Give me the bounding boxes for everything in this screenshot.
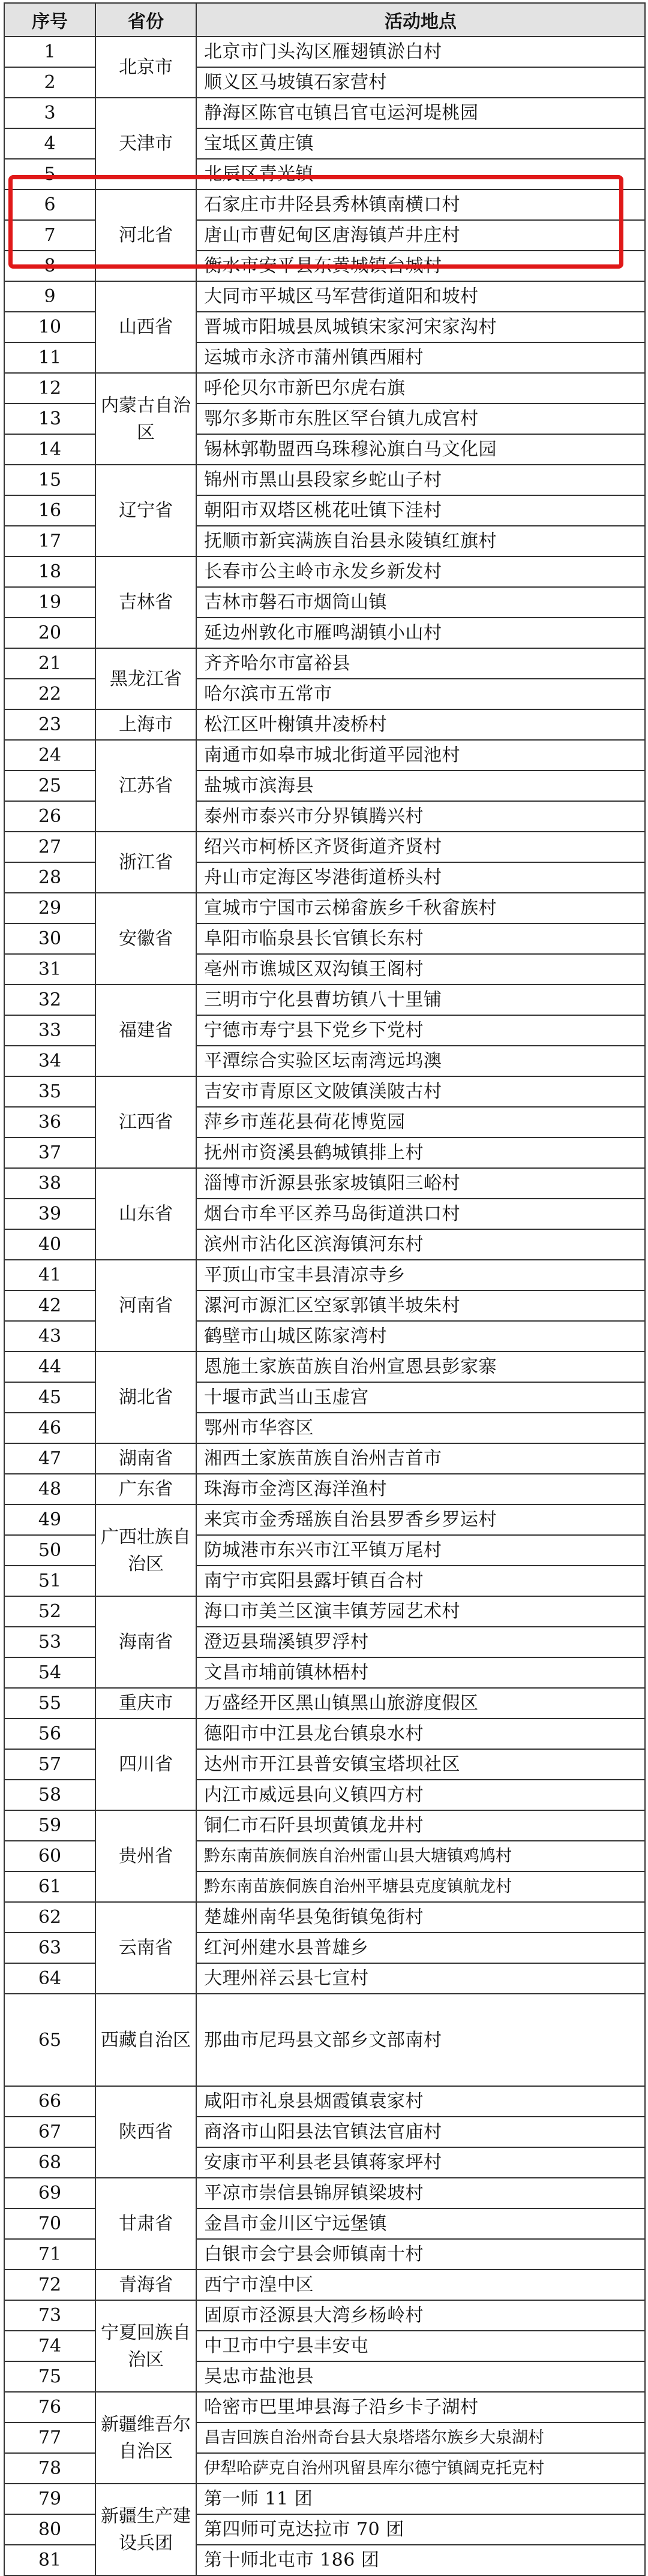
- location-cell: 铜仁市石阡县坝黄镇龙井村: [196, 1810, 645, 1841]
- location-cell: 金昌市金川区宁远堡镇: [196, 2208, 645, 2239]
- location-cell: 商洛市山阳县法官镇法官庙村: [196, 2117, 645, 2147]
- table-row: [4, 893, 645, 923]
- table-row: [4, 281, 645, 312]
- row-index-cell: 33: [4, 1015, 95, 1046]
- location-cell: 恩施土家族苗族自治州宣恩县彭家寨: [196, 1352, 645, 1382]
- province-cell: 上海市: [95, 709, 196, 740]
- province-cell: 宁夏回族自治区: [95, 2300, 196, 2392]
- location-cell: 抚州市资溪县鹤城镇排上村: [196, 1137, 645, 1168]
- row-index-cell: 29: [4, 893, 95, 923]
- row-index-cell: 4: [4, 128, 95, 159]
- table-row: [4, 1076, 645, 1107]
- location-cell: 静海区陈官屯镇吕官屯运河堤桃园: [196, 98, 645, 128]
- row-index-cell: 47: [4, 1443, 95, 1474]
- province-cell: 内蒙古自治区: [95, 373, 196, 465]
- location-cell: 达州市开江县普安镇宝塔坝社区: [196, 1749, 645, 1780]
- location-cell: 固原市泾源县大湾乡杨岭村: [196, 2300, 645, 2331]
- province-cell: 新疆维吾尔自治区: [95, 2392, 196, 2484]
- province-cell: 浙江省: [95, 832, 196, 893]
- row-index-cell: 8: [4, 251, 95, 281]
- row-index-cell: 78: [4, 2453, 95, 2484]
- location-cell: 来宾市金秀瑶族自治县罗香乡罗运村: [196, 1504, 645, 1535]
- row-index-cell: 5: [4, 159, 95, 189]
- location-cell: 德阳市中江县龙台镇泉水村: [196, 1719, 645, 1749]
- table-row: [4, 1596, 645, 1627]
- province-cell: 新疆生产建设兵团: [95, 2484, 196, 2575]
- location-cell: 哈尔滨市五常市: [196, 679, 645, 709]
- row-index-cell: 77: [4, 2422, 95, 2453]
- table-body: [4, 37, 645, 2575]
- province-cell: 安徽省: [95, 893, 196, 985]
- location-cell: 澄迈县瑞溪镇罗浮村: [196, 1627, 645, 1657]
- province-cell: 四川省: [95, 1719, 196, 1810]
- row-index-cell: 64: [4, 1963, 95, 1994]
- row-index-cell: 42: [4, 1290, 95, 1321]
- location-cell: 萍乡市莲花县荷花博览园: [196, 1107, 645, 1137]
- table-row: [4, 2484, 645, 2514]
- row-index-cell: 37: [4, 1137, 95, 1168]
- location-cell: 内江市威远县向义镇四方村: [196, 1780, 645, 1810]
- location-cell: 防城港市东兴市江平镇万尾村: [196, 1535, 645, 1566]
- table-row: [4, 1260, 645, 1290]
- location-cell: 衡水市安平县东黄城镇台城村: [196, 251, 645, 281]
- table-row: [4, 373, 645, 404]
- row-index-cell: 38: [4, 1168, 95, 1199]
- row-index-cell: 57: [4, 1749, 95, 1780]
- location-cell: 鹤壁市山城区陈家湾村: [196, 1321, 645, 1352]
- province-cell: 陕西省: [95, 2086, 196, 2178]
- row-index-cell: 52: [4, 1596, 95, 1627]
- location-cell: 第一师 11 团: [196, 2484, 645, 2514]
- row-index-cell: 21: [4, 648, 95, 679]
- province-cell: 西藏自治区: [95, 1994, 196, 2086]
- province-cell: 广西壮族自治区: [95, 1504, 196, 1596]
- province-cell: 山东省: [95, 1168, 196, 1260]
- row-index-cell: 50: [4, 1535, 95, 1566]
- province-cell: 云南省: [95, 1902, 196, 1994]
- table-header-row: [4, 3, 645, 37]
- header-index: 序号: [4, 3, 95, 37]
- row-index-cell: 32: [4, 985, 95, 1015]
- province-cell: 山西省: [95, 281, 196, 373]
- row-index-cell: 46: [4, 1413, 95, 1443]
- activity-location-table: [4, 2, 646, 2576]
- location-cell: 哈密市巴里坤县海子沿乡卡子湖村: [196, 2392, 645, 2422]
- table-row: [4, 1504, 645, 1535]
- location-cell: 松江区叶榭镇井凌桥村: [196, 709, 645, 740]
- location-cell: 泰州市泰兴市分界镇腾兴村: [196, 801, 645, 832]
- row-index-cell: 28: [4, 862, 95, 893]
- row-index-cell: 27: [4, 832, 95, 862]
- row-index-cell: 81: [4, 2545, 95, 2575]
- province-cell: 辽宁省: [95, 465, 196, 556]
- location-cell: 吉林市磐石市烟筒山镇: [196, 587, 645, 618]
- row-index-cell: 41: [4, 1260, 95, 1290]
- location-cell: 中卫市中宁县丰安屯: [196, 2331, 645, 2361]
- table-row: [4, 985, 645, 1015]
- row-index-cell: 30: [4, 923, 95, 954]
- row-index-cell: 23: [4, 709, 95, 740]
- table-row: [4, 1810, 645, 1841]
- row-index-cell: 65: [4, 1994, 95, 2086]
- table-row: [4, 2178, 645, 2208]
- location-cell: 大理州祥云县七宣村: [196, 1963, 645, 1994]
- table-row: [4, 1474, 645, 1504]
- row-index-cell: 36: [4, 1107, 95, 1137]
- table-row: [4, 832, 645, 862]
- province-cell: 青海省: [95, 2270, 196, 2300]
- row-index-cell: 1: [4, 37, 95, 67]
- location-cell: 延边州敦化市雁鸣湖镇小山村: [196, 618, 645, 648]
- province-cell: 海南省: [95, 1596, 196, 1688]
- location-cell: 唐山市曹妃甸区唐海镇芦井庄村: [196, 220, 645, 251]
- row-index-cell: 39: [4, 1199, 95, 1229]
- province-cell: 黑龙江省: [95, 648, 196, 709]
- location-cell: 烟台市牟平区养马岛街道洪口村: [196, 1199, 645, 1229]
- province-cell: 北京市: [95, 37, 196, 98]
- location-cell: 第四师可克达拉市 70 团: [196, 2514, 645, 2545]
- row-index-cell: 3: [4, 98, 95, 128]
- row-index-cell: 74: [4, 2331, 95, 2361]
- province-cell: 河南省: [95, 1260, 196, 1352]
- row-index-cell: 10: [4, 312, 95, 342]
- row-index-cell: 80: [4, 2514, 95, 2545]
- row-index-cell: 69: [4, 2178, 95, 2208]
- location-cell: 北京市门头沟区雁翅镇淤白村: [196, 37, 645, 67]
- location-cell: 南宁市宾阳县露圩镇百合村: [196, 1566, 645, 1596]
- table-row: [4, 2392, 645, 2422]
- province-cell: 重庆市: [95, 1688, 196, 1719]
- table-row: [4, 2086, 645, 2117]
- province-cell: 河北省: [95, 189, 196, 281]
- row-index-cell: 60: [4, 1841, 95, 1871]
- row-index-cell: 18: [4, 556, 95, 587]
- row-index-cell: 22: [4, 679, 95, 709]
- row-index-cell: 44: [4, 1352, 95, 1382]
- row-index-cell: 49: [4, 1504, 95, 1535]
- row-index-cell: 48: [4, 1474, 95, 1504]
- location-cell: 三明市宁化县曹坊镇八十里铺: [196, 985, 645, 1015]
- location-cell: 珠海市金湾区海洋渔村: [196, 1474, 645, 1504]
- location-cell: 阜阳市临泉县长官镇长东村: [196, 923, 645, 954]
- row-index-cell: 67: [4, 2117, 95, 2147]
- location-cell: 抚顺市新宾满族自治县永陵镇红旗村: [196, 526, 645, 556]
- row-index-cell: 58: [4, 1780, 95, 1810]
- province-cell: 甘肃省: [95, 2178, 196, 2270]
- row-index-cell: 55: [4, 1688, 95, 1719]
- location-cell: 呼伦贝尔市新巴尔虎右旗: [196, 373, 645, 404]
- location-cell: 海口市美兰区演丰镇芳园艺术村: [196, 1596, 645, 1627]
- location-cell: 楚雄州南华县兔街镇兔街村: [196, 1902, 645, 1933]
- location-cell: 湘西土家族苗族自治州吉首市: [196, 1443, 645, 1474]
- location-cell: 万盛经开区黑山镇黑山旅游度假区: [196, 1688, 645, 1719]
- location-cell: 第十师北屯市 186 团: [196, 2545, 645, 2575]
- table-row: [4, 1443, 645, 1474]
- row-index-cell: 19: [4, 587, 95, 618]
- location-cell: 平顶山市宝丰县清凉寺乡: [196, 1260, 645, 1290]
- province-cell: 湖北省: [95, 1352, 196, 1443]
- table-row: [4, 98, 645, 128]
- location-cell: 红河州建水县普雄乡: [196, 1933, 645, 1963]
- row-index-cell: 73: [4, 2300, 95, 2331]
- location-cell: 南通市如皋市城北街道平园池村: [196, 740, 645, 771]
- row-index-cell: 35: [4, 1076, 95, 1107]
- row-index-cell: 2: [4, 67, 95, 98]
- table-row: [4, 189, 645, 220]
- location-cell: 盐城市滨海县: [196, 771, 645, 801]
- location-cell: 滨州市沾化区滨海镇河东村: [196, 1229, 645, 1260]
- header-location: 活动地点: [196, 3, 645, 37]
- location-cell: 鄂州市华容区: [196, 1413, 645, 1443]
- location-cell: 宁德市寿宁县下党乡下党村: [196, 1015, 645, 1046]
- province-cell: 吉林省: [95, 556, 196, 648]
- row-index-cell: 7: [4, 220, 95, 251]
- row-index-cell: 11: [4, 342, 95, 373]
- table-row: [4, 1352, 645, 1382]
- province-cell: 湖南省: [95, 1443, 196, 1474]
- table-row: [4, 1994, 645, 2086]
- province-cell: 广东省: [95, 1474, 196, 1504]
- location-cell: 宝坻区黄庄镇: [196, 128, 645, 159]
- location-cell: 绍兴市柯桥区齐贤街道齐贤村: [196, 832, 645, 862]
- location-cell: 锦州市黑山县段家乡蛇山子村: [196, 465, 645, 495]
- row-index-cell: 40: [4, 1229, 95, 1260]
- row-index-cell: 59: [4, 1810, 95, 1841]
- row-index-cell: 66: [4, 2086, 95, 2117]
- location-cell: 朝阳市双塔区桃花吐镇下洼村: [196, 495, 645, 526]
- row-index-cell: 68: [4, 2147, 95, 2178]
- location-cell: 齐齐哈尔市富裕县: [196, 648, 645, 679]
- row-index-cell: 53: [4, 1627, 95, 1657]
- table-row: [4, 740, 645, 771]
- row-index-cell: 75: [4, 2361, 95, 2392]
- location-cell: 西宁市湟中区: [196, 2270, 645, 2300]
- province-cell: 天津市: [95, 98, 196, 189]
- location-cell: 安康市平利县老县镇蒋家坪村: [196, 2147, 645, 2178]
- row-index-cell: 51: [4, 1566, 95, 1596]
- location-cell: 那曲市尼玛县文部乡文部南村: [196, 1994, 645, 2086]
- row-index-cell: 14: [4, 434, 95, 465]
- table-row: [4, 1719, 645, 1749]
- header-province: 省份: [95, 3, 196, 37]
- row-index-cell: 71: [4, 2239, 95, 2270]
- location-cell: 昌吉回族自治州奇台县大泉塔塔尔族乡大泉湖村: [196, 2422, 645, 2453]
- province-cell: 江苏省: [95, 740, 196, 832]
- location-cell: 宣城市宁国市云梯畲族乡千秋畲族村: [196, 893, 645, 923]
- location-cell: 大同市平城区马军营街道阳和坡村: [196, 281, 645, 312]
- location-cell: 十堰市武当山玉虚宫: [196, 1382, 645, 1413]
- location-cell: 北辰区青光镇: [196, 159, 645, 189]
- row-index-cell: 79: [4, 2484, 95, 2514]
- location-cell: 鄂尔多斯市东胜区罕台镇九成宫村: [196, 404, 645, 434]
- location-cell: 吴忠市盐池县: [196, 2361, 645, 2392]
- location-cell: 文昌市埔前镇林梧村: [196, 1657, 645, 1688]
- row-index-cell: 25: [4, 771, 95, 801]
- row-index-cell: 70: [4, 2208, 95, 2239]
- row-index-cell: 15: [4, 465, 95, 495]
- location-cell: 锡林郭勒盟西乌珠穆沁旗白马文化园: [196, 434, 645, 465]
- table-row: [4, 648, 645, 679]
- location-cell: 顺义区马坡镇石家营村: [196, 67, 645, 98]
- row-index-cell: 76: [4, 2392, 95, 2422]
- row-index-cell: 34: [4, 1046, 95, 1076]
- location-cell: 淄博市沂源县张家坡镇阳三峪村: [196, 1168, 645, 1199]
- table-row: [4, 465, 645, 495]
- row-index-cell: 43: [4, 1321, 95, 1352]
- province-cell: 江西省: [95, 1076, 196, 1168]
- location-cell: 亳州市谯城区双沟镇王阁村: [196, 954, 645, 985]
- row-index-cell: 20: [4, 618, 95, 648]
- location-cell: 黔东南苗族侗族自治州雷山县大塘镇鸡鸠村: [196, 1841, 645, 1871]
- location-cell: 吉安市青原区文陂镇渼陂古村: [196, 1076, 645, 1107]
- table-row: [4, 2270, 645, 2300]
- row-index-cell: 45: [4, 1382, 95, 1413]
- location-cell: 伊犁哈萨克自治州巩留县库尔德宁镇阔克托克村: [196, 2453, 645, 2484]
- location-cell: 漯河市源汇区空冢郭镇半坡朱村: [196, 1290, 645, 1321]
- row-index-cell: 24: [4, 740, 95, 771]
- location-cell: 舟山市定海区岑港街道桥头村: [196, 862, 645, 893]
- location-cell: 长春市公主岭市永发乡新发村: [196, 556, 645, 587]
- table-row: [4, 556, 645, 587]
- table-row: [4, 1168, 645, 1199]
- row-index-cell: 16: [4, 495, 95, 526]
- location-cell: 黔东南苗族侗族自治州平塘县克度镇航龙村: [196, 1871, 645, 1902]
- location-cell: 运城市永济市蒲州镇西厢村: [196, 342, 645, 373]
- row-index-cell: 6: [4, 189, 95, 220]
- row-index-cell: 13: [4, 404, 95, 434]
- row-index-cell: 72: [4, 2270, 95, 2300]
- province-cell: 贵州省: [95, 1810, 196, 1902]
- location-cell: 平潭综合实验区坛南湾远坞澳: [196, 1046, 645, 1076]
- row-index-cell: 54: [4, 1657, 95, 1688]
- row-index-cell: 31: [4, 954, 95, 985]
- row-index-cell: 12: [4, 373, 95, 404]
- location-cell: 白银市会宁县会师镇南十村: [196, 2239, 645, 2270]
- row-index-cell: 9: [4, 281, 95, 312]
- row-index-cell: 26: [4, 801, 95, 832]
- province-cell: 福建省: [95, 985, 196, 1076]
- table-row: [4, 1902, 645, 1933]
- table-row: [4, 2300, 645, 2331]
- row-index-cell: 61: [4, 1871, 95, 1902]
- table-row: [4, 37, 645, 67]
- location-cell: 平凉市崇信县锦屏镇梁坡村: [196, 2178, 645, 2208]
- row-index-cell: 62: [4, 1902, 95, 1933]
- location-cell: 咸阳市礼泉县烟霞镇袁家村: [196, 2086, 645, 2117]
- table-row: [4, 1688, 645, 1719]
- location-cell: 晋城市阳城县凤城镇宋家河宋家沟村: [196, 312, 645, 342]
- row-index-cell: 56: [4, 1719, 95, 1749]
- table-row: [4, 709, 645, 740]
- row-index-cell: 63: [4, 1933, 95, 1963]
- location-cell: 石家庄市井陉县秀林镇南横口村: [196, 189, 645, 220]
- row-index-cell: 17: [4, 526, 95, 556]
